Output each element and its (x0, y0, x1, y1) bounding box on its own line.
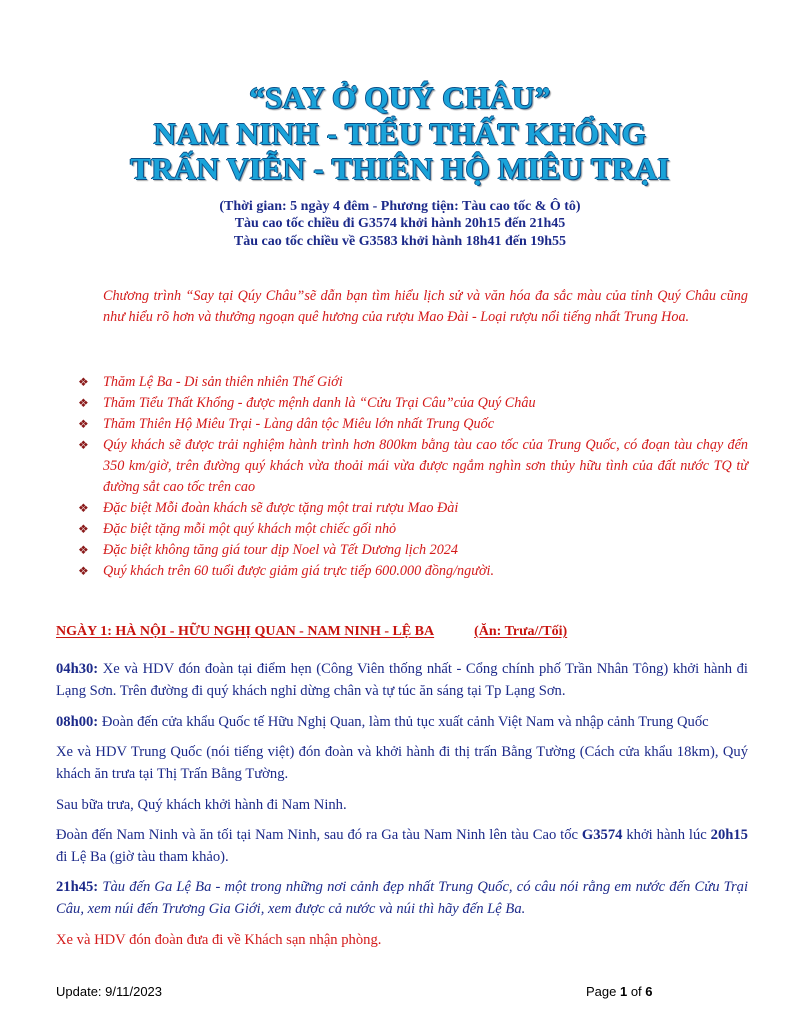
time-label: 04h30: (56, 661, 99, 677)
title-line-1: “SAY Ở QUÝ CHÂU” (249, 80, 551, 115)
highlight-item: ❖ Quý khách trên 60 tuổi được giảm giá trực tiếp 600.000 đồng/người. (78, 561, 748, 582)
itinerary-paragraph: Đoàn đến Nam Ninh và ăn tối tại Nam Ninh, sau đó ra Ga tàu Nam Ninh lên tàu Cao tốc G3574 khởi hành lúc 20h15 đi Lệ Ba (giờ tàu tham khảo). (56, 827, 748, 865)
itinerary-paragraph: 08h00: Đoàn đến cửa khẩu Quốc tế Hữu Nghị Quan, làm thủ tục xuất cảnh Việt Nam và nhập cảnh Trung Quốc (56, 714, 709, 730)
time-label: 08h00: (56, 714, 99, 730)
title-line-2: NAM NINH - TIỂU THẤT KHỔNG (153, 116, 647, 151)
outbound-train-info: Tàu cao tốc chiều đi G3574 khởi hành 20h15 đến 21h45 (234, 216, 566, 231)
train-number: G3574 (581, 827, 623, 843)
itinerary-paragraph: Xe và HDV đón đoàn đưa đi về Khách sạn nhận phòng. (56, 932, 382, 948)
diamond-bullet-icon: ❖ (78, 543, 89, 557)
return-train-info: Tàu cao tốc chiều về G3583 khởi hành 18h41 đến 19h55 (233, 234, 567, 249)
day-1-heading (56, 624, 746, 640)
footer-update-date: Update: 9/11/2023 (56, 984, 163, 999)
highlight-item: ❖ Thăm Tiểu Thất Khổng - được mệnh danh là “Cửu Trại Câu”của Quý Châu (78, 393, 748, 414)
highlight-item: ❖ Thăm Thiên Hộ Miêu Trại - Làng dân tộc Miêu lớn nhất Trung Quốc (78, 414, 748, 435)
highlights-list (78, 372, 748, 582)
footer-page-number: Page 1 of 6 (586, 984, 653, 999)
highlight-item: ❖ Đặc biệt Mỗi đoàn khách sẽ được tặng một trai rượu Mao Đài (78, 498, 748, 519)
trip-duration-info: (Thời gian: 5 ngày 4 đêm - Phương tiện: Tàu cao tốc & Ô tô) (219, 199, 581, 214)
highlight-item: ❖ Qúy khách sẽ được trải nghiệm hành trình hơn 800km bằng tàu cao tốc của Trung Quốc, có đoạn tàu chạy đến 350 km/giờ, trên đường quý khách vừa thoải mái vừa được ngắm nghìn sơn thủy hữu tình của đất nước TQ từ đường sắt cao tốc trên cao (78, 437, 748, 495)
diamond-bullet-icon: ❖ (78, 375, 89, 389)
time-label: 21h45: (56, 879, 99, 895)
diamond-bullet-icon: ❖ (78, 396, 89, 410)
title-line-3: TRẤN VIỄN - THIÊN HỘ MIÊU TRẠI (130, 151, 670, 186)
diamond-bullet-icon: ❖ (78, 417, 89, 431)
itinerary-paragraph: Sau bữa trưa, Quý khách khởi hành đi Nam Ninh. (56, 797, 347, 813)
diamond-bullet-icon: ❖ (78, 564, 89, 578)
diamond-bullet-icon: ❖ (78, 438, 89, 452)
itinerary-paragraph: 04h30: Xe và HDV đón đoàn tại điểm hẹn (Công Viên thống nhất - Cổng chính phố Trần Nhân Tông) khởi hành đi Lạng Sơn. Trên đường đi quý khách nghỉ dừng chân và tự túc ăn sáng tại Tp Lạng Sơn. (56, 661, 748, 699)
highlight-item: ❖ Đặc biệt tặng mỗi một quý khách một chiếc gối nhỏ (78, 519, 748, 540)
diamond-bullet-icon: ❖ (78, 501, 89, 515)
itinerary-paragraph: Xe và HDV Trung Quốc (nói tiếng việt) đón đoàn và khởi hành đi thị trấn Bằng Tường (Cách cửa khẩu 18km), Quý khách ăn trưa tại Thị Trấn Bằng Tường. (56, 744, 748, 782)
highlight-item: ❖ Thăm Lệ Ba - Di sản thiên nhiên Thế Giới (78, 372, 748, 393)
itinerary-paragraph: 21h45: Tàu đến Ga Lệ Ba - một trong những nơi cảnh đẹp nhất Trung Quốc, có câu nói rằng em nước đến Cửu Trại Câu, xem núi đến Trương Gia Giới, xem được cả nước và núi thì hãy đến Lệ Ba. (56, 879, 748, 917)
diamond-bullet-icon: ❖ (78, 522, 89, 536)
departure-time: 20h15 (710, 827, 748, 843)
highlight-item: ❖ Đặc biệt không tăng giá tour dịp Noel và Tết Dương lịch 2024 (78, 540, 748, 561)
day-1-meals: (Ăn: Trưa//Tối) (474, 624, 568, 639)
program-intro: Chương trình “Say tại Qúy Châu”sẽ dẫn bạn tìm hiểu lịch sử và văn hóa đa sắc màu của tỉnh Quý Châu cũng như hiểu rõ hơn và thưởng ngoạn quê hương của rượu Mao Đài - Loại rượu nổi tiếng nhất Trung Hoa. (103, 288, 748, 325)
day-1-title: NGÀY 1: HÀ NỘI - HỮU NGHỊ QUAN - NAM NINH - LỆ BA (56, 624, 435, 639)
